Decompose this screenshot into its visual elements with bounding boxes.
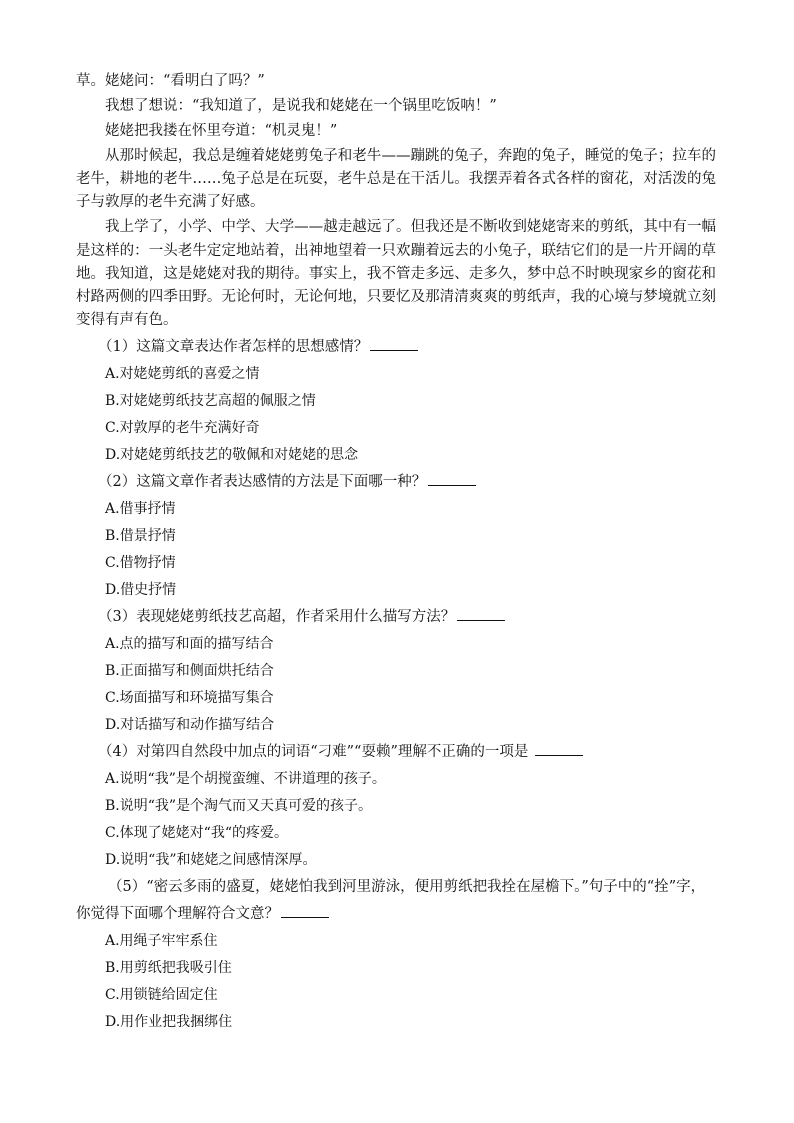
option-c: C.体现了姥姥对“我“的疼爱。 (105, 825, 288, 842)
question-5 (76, 874, 716, 1036)
document-content (76, 70, 716, 1036)
answer-blank[interactable] (535, 742, 583, 756)
paragraph-4: 从那时候起，我总是缠着姥姥剪兔子和老牛——蹦跳的兔子，奔跑的兔子，睡觉的兔子；拉车的老牛，耕地的老牛……兔子总是在玩耍，老牛总是在干活儿。我摆弄着各式各样的窗花，对活泼的兔子与敦厚的老牛充满了好感。 (76, 148, 716, 211)
answer-blank[interactable] (281, 904, 329, 918)
answer-blank[interactable] (457, 607, 505, 621)
option-a: A.用绳子牢牢系住 (105, 933, 218, 950)
option-b: B.借景抒情 (105, 528, 176, 545)
paragraph-5: 我上学了，小学、中学、大学——越走越远了。但我还是不断收到姥姥寄来的剪纸，其中有一幅是这样的：一头老牛定定地站着，出神地望着一只欢蹦着远去的小兔子，联结它们的是一片开阔的草地。我知道，这是姥姥对我的期待。事实上，我不管走多远、走多久，梦中总不时映现家乡的窗花和村路两侧的四季田野。无论何时，无论何地，只要忆及那清清爽爽的剪纸声，我的心境与梦境就立刻变得有声有色。 (76, 219, 716, 329)
option-c: C.场面描写和环境描写集合 (105, 690, 274, 707)
question-2 (76, 469, 716, 604)
question-stem: （4）对第四自然段中加点的词语“刁难”“耍赖”理解不正确的一项是 (98, 744, 529, 761)
option-a: A.说明“我”是个胡搅蛮缠、不讲道理的孩子。 (105, 771, 386, 788)
option-c: C.借物抒情 (105, 555, 176, 572)
paragraph-2: 我想了想说：“我知道了，是说我和姥姥在一个锅里吃饭呐！” (105, 98, 497, 114)
option-d: D.说明“我”和姥姥之间感情深厚。 (105, 852, 317, 869)
option-b: B.正面描写和侧面烘托结合 (105, 663, 274, 680)
paragraph-3: 姥姥把我搂在怀里夸道：“机灵鬼！” (105, 123, 338, 139)
answer-blank[interactable] (428, 472, 476, 486)
question-stem: （5）“密云多雨的盛夏，姥姥怕我到河里游泳，便用剪纸把我拴在屋檐下。”句子中的“拴”字，你觉得下面哪个理解符合文意？ (76, 879, 706, 923)
option-d: D.借史抒情 (105, 582, 177, 599)
question-stem: （3）表现姥姥剪纸技艺高超，作者采用什么描写方法？ (98, 609, 456, 626)
option-b: B.用剪纸把我吸引住 (105, 960, 232, 977)
question-4 (76, 739, 716, 874)
option-d: D.对话描写和动作描写结合 (105, 717, 275, 734)
option-b: B.说明“我”是个淘气而又天真可爱的孩子。 (105, 798, 373, 815)
option-d: D.对姥姥剪纸技艺的敬佩和对姥姥的思念 (105, 447, 359, 464)
option-c: C.对敦厚的老牛充满好奇 (105, 420, 260, 437)
question-stem: （2）这篇文章作者表达感情的方法是下面哪一种？ (98, 474, 427, 491)
question-stem: （1）这篇文章表达作者怎样的思想感情？ (98, 339, 369, 356)
option-a: A.借事抒情 (105, 501, 176, 518)
question-1 (76, 334, 716, 469)
option-d: D.用作业把我捆绑住 (105, 1014, 233, 1031)
option-b: B.对姥姥剪纸技艺高超的佩服之情 (105, 393, 316, 410)
option-a: A.对姥姥剪纸的喜爱之情 (105, 366, 260, 383)
option-c: C.用锁链给固定住 (105, 987, 218, 1004)
option-a: A.点的描写和面的描写结合 (105, 636, 274, 653)
paragraph-1: 草。姥姥问：“看明白了吗？” (76, 73, 265, 89)
answer-blank[interactable] (370, 337, 418, 351)
question-3 (76, 604, 716, 739)
